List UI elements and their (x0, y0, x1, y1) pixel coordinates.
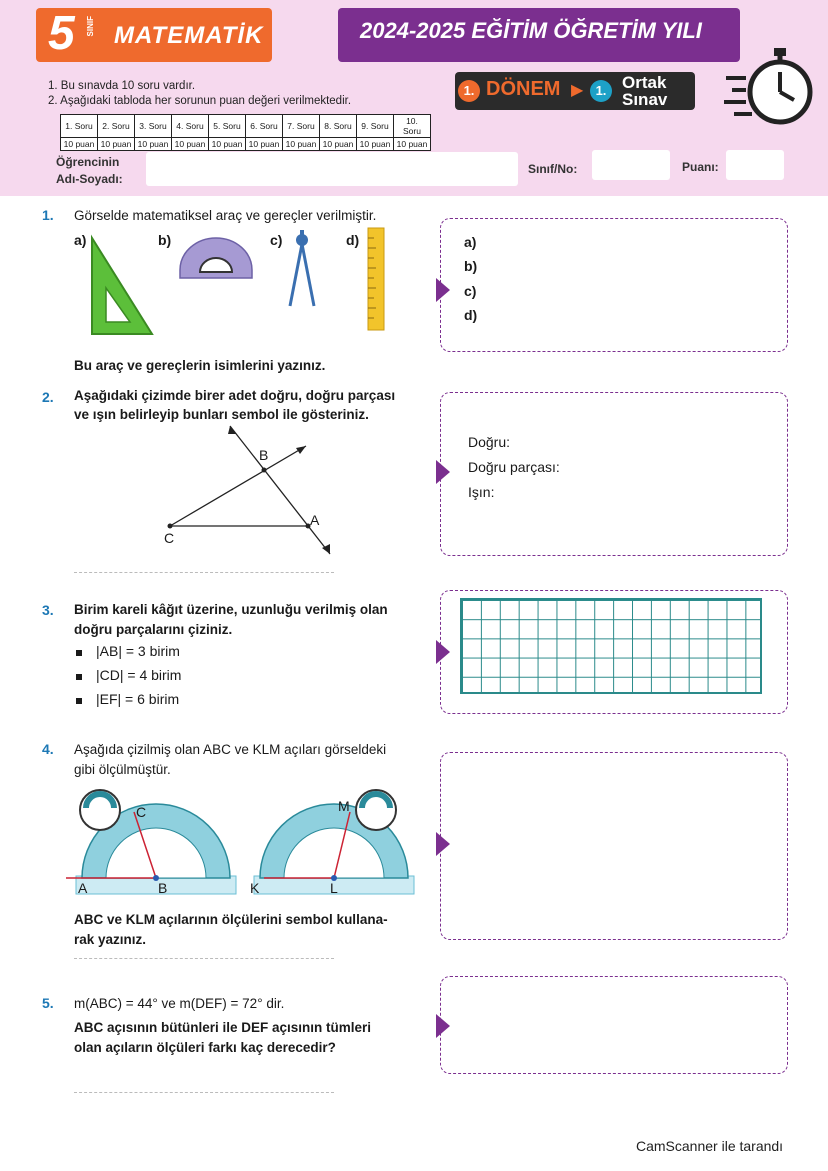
point-table-question: 1. Soru (61, 115, 98, 138)
tool-label-c: c) (270, 232, 283, 248)
point-table-value: 10 puan (394, 138, 431, 151)
student-name-label-2: Adı-Soyadı: (56, 172, 123, 186)
point-label-b: B (259, 447, 269, 463)
question-number: 3. (42, 602, 54, 618)
exam-label (622, 74, 667, 108)
point-table-question: 9. Soru (357, 115, 394, 138)
score-label: Puanı: (682, 160, 719, 174)
answer-box-5[interactable] (440, 976, 788, 1074)
exam-label-line2: Sınav (622, 90, 668, 109)
pointer-icon (436, 832, 450, 856)
angle-formula: m(ABC) = 44° ve m(DEF) = 72° dir. (74, 996, 285, 1011)
question-text-line1: Aşağıdaki çizimde birer adet doğru, doğru parçası (74, 388, 396, 403)
instruction-1: 1. Bu sınavda 10 soru vardır. (48, 80, 196, 92)
question-number: 1. (42, 207, 54, 223)
answer-box-4[interactable] (440, 752, 788, 940)
divider (74, 1092, 334, 1093)
tool-label-a: a) (74, 232, 87, 248)
student-name-field[interactable] (146, 152, 518, 186)
class-no-field[interactable] (592, 150, 670, 180)
question-text-line2: ve ışın belirleyip bunları sembol ile gösteriniz. (74, 407, 369, 422)
point-table-value: 10 puan (172, 138, 209, 151)
question-text: Görselde matematiksel araç ve gereçler verilmiştir. (74, 208, 377, 223)
point-table-value: 10 puan (98, 138, 135, 151)
point-table-value: 10 puan (357, 138, 394, 151)
arrow-right-icon: ▶ (571, 82, 584, 99)
answer-segment-label: Doğru parçası: (468, 459, 560, 475)
stopwatch-icon (722, 40, 818, 136)
point-table-question: 7. Soru (283, 115, 320, 138)
unit-grid-paper[interactable] (460, 598, 762, 694)
student-name-label-1: Öğrencinin (56, 155, 120, 169)
point-table (60, 114, 431, 151)
grade-suffix: SINIF (86, 16, 95, 37)
point-table-value: 10 puan (246, 138, 283, 151)
question-instruction: Bu araç ve gereçlerin isimlerini yazınız. (74, 358, 326, 373)
exam-number: 1. (590, 80, 612, 102)
question-instruction-line2: rak yazınız. (74, 932, 147, 947)
ruler-icon (366, 226, 388, 332)
point-label-c: C (136, 804, 147, 820)
point-table-value: 10 puan (135, 138, 172, 151)
term-number: 1. (458, 80, 480, 102)
question-text-line2: gibi ölçülmüştür. (74, 762, 171, 777)
pointer-icon (436, 640, 450, 664)
scanner-watermark: CamScanner ile tarandı (636, 1138, 784, 1154)
year-title: 2024-2025 EĞİTİM ÖĞRETİM YILI (360, 18, 702, 43)
point-table-question: 8. Soru (320, 115, 357, 138)
divider (74, 572, 334, 573)
point-table-question: 10. Soru (394, 115, 431, 138)
answer-c-label: c) (464, 283, 477, 299)
question-text-line2: olan açıların ölçüleri farkı kaç derecedir? (74, 1040, 336, 1055)
bullet-icon (76, 650, 82, 656)
answer-ray-label: Işın: (468, 484, 495, 500)
question-number: 4. (42, 741, 54, 757)
point-table-question: 2. Soru (98, 115, 135, 138)
point-table-value: 10 puan (209, 138, 246, 151)
answer-d-label: d) (464, 307, 478, 323)
point-label-c: C (164, 530, 175, 546)
bullet-icon (76, 698, 82, 704)
pointer-icon (436, 278, 450, 302)
score-field[interactable] (726, 150, 784, 180)
answer-b-label: b) (464, 258, 478, 274)
answer-line-label: Doğru: (468, 434, 511, 450)
term-label: DÖNEM (486, 78, 561, 100)
segment-item: |CD| = 4 birim (96, 667, 182, 683)
point-table-value: 10 puan (283, 138, 320, 151)
instruction-2: 2. Aşağıdaki tabloda her sorunun puan değeri verilmektedir. (48, 95, 352, 107)
point-table-value: 10 puan (61, 138, 98, 151)
divider (74, 958, 334, 959)
answer-box-1[interactable] (440, 218, 788, 352)
question-instruction-line1: ABC ve KLM açılarının ölçülerini sembol kullana- (74, 912, 388, 927)
compass-icon (284, 228, 324, 310)
tool-label-b: b) (158, 232, 172, 248)
set-square-icon (86, 232, 158, 340)
point-label-b: B (158, 880, 168, 896)
point-label-a: A (310, 512, 320, 528)
question-text-line1: Aşağıda çizilmiş olan ABC ve KLM açıları görseldeki (74, 742, 387, 757)
protractor-icon (176, 234, 256, 282)
point-label-k: K (250, 880, 260, 896)
point-label-m: M (338, 798, 350, 814)
point-table-question: 6. Soru (246, 115, 283, 138)
point-table-value: 10 puan (320, 138, 357, 151)
bullet-icon (76, 674, 82, 680)
pointer-icon (436, 460, 450, 484)
class-no-label: Sınıf/No: (528, 162, 578, 176)
pointer-icon (436, 1014, 450, 1038)
geometry-figure (150, 420, 350, 560)
point-table-question: 4. Soru (172, 115, 209, 138)
answer-a-label: a) (464, 234, 477, 250)
protractor-abc-figure (62, 786, 242, 898)
segment-item: |EF| = 6 birim (96, 691, 180, 707)
exam-label-line1: Ortak (622, 73, 667, 92)
question-text-line1: ABC açısının bütünleri ile DEF açısının tümleri (74, 1020, 372, 1035)
point-table-question: 3. Soru (135, 115, 172, 138)
grade-number: 5 (48, 7, 75, 60)
subject-title: MATEMATİK (114, 22, 264, 49)
question-number: 2. (42, 389, 54, 405)
point-label-a: A (78, 880, 88, 896)
question-text-line2: doğru parçalarını çiziniz. (74, 622, 233, 637)
tool-label-d: d) (346, 232, 360, 248)
question-text-line1: Birim kareli kâğıt üzerine, uzunluğu verilmiş olan (74, 602, 388, 617)
point-label-l: L (330, 880, 338, 896)
segment-item: |AB| = 3 birim (96, 643, 180, 659)
question-number: 5. (42, 995, 54, 1011)
point-table-question: 5. Soru (209, 115, 246, 138)
